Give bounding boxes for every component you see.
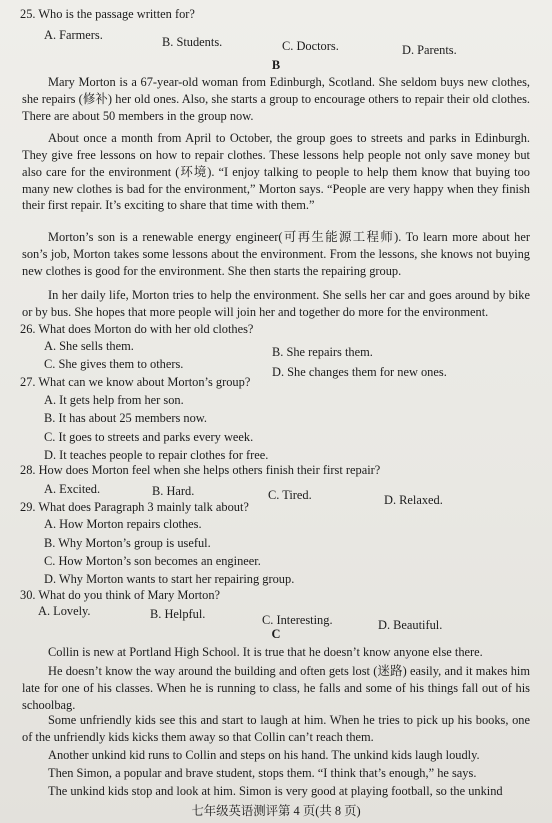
paragraph-text: Mary Morton is a 67-year-old woman from Edinburgh, Scotland. She seldom buys new clothes, she repairs (修补) her old ones. Also, she starts a group to encourage others to repair their old clothes. There are about 50 members in the group now. <box>22 75 530 123</box>
q30-option-c: C. Interesting. <box>262 613 333 627</box>
q28-option-c: C. Tired. <box>268 488 312 502</box>
q26-option-c: C. She gives them to others. <box>44 357 184 371</box>
paragraph-text: About once a month from April to October, the group goes to streets and parks in Edinburgh. They give free lessons on how to repair clothes. These lessons help people not only save money but also care for the environment (环境). “I enjoy talking to people to help them know that buying too many new clothes is bad for the environment,” Morton says. “People are very happy when they finish their first repair. It’s exciting to share that time with them.” <box>22 131 530 213</box>
q25-option-c: C. Doctors. <box>282 39 339 53</box>
paragraph-text: Morton’s son is a renewable energy engineer(可再生能源工程师). To learn more about her son’s job, Morton takes some lessons about the environment. From the lessons, she knows not buying new clothes is good for the environment. She then starts the repairing group. <box>22 230 530 278</box>
paragraph-text: Then Simon, a popular and brave student, stops them. “I think that’s enough,” he says. <box>48 766 477 780</box>
question-26-stem: 26. What does Morton do with her old clothes? <box>20 322 254 336</box>
q29-option-c: C. How Morton’s son becomes an engineer. <box>44 554 261 568</box>
question-28-stem: 28. How does Morton feel when she helps others finish their first repair? <box>20 463 381 477</box>
section-c-heading: C <box>271 627 281 641</box>
question-25-stem: 25. Who is the passage written for? <box>20 7 195 21</box>
q28-option-d: D. Relaxed. <box>384 493 443 507</box>
q29-option-a: A. How Morton repairs clothes. <box>44 517 202 531</box>
section-c-paragraph-4 <box>22 747 530 764</box>
q27-option-d: D. It teaches people to repair clothes for free. <box>44 448 269 462</box>
q26-option-b: B. She repairs them. <box>272 345 373 359</box>
section-c-paragraph-3 <box>22 712 530 746</box>
q26-option-a: A. She sells them. <box>44 339 134 353</box>
q27-option-c: C. It goes to streets and parks every week. <box>44 430 254 444</box>
page-footer: 七年级英语测评第 4 页(共 8 页) <box>191 804 361 818</box>
q27-option-b: B. It has about 25 members now. <box>44 411 208 425</box>
section-c-paragraph-6 <box>22 783 530 800</box>
q25-option-a: A. Farmers. <box>44 28 103 42</box>
q30-option-a: A. Lovely. <box>38 604 91 618</box>
section-c-paragraph-2 <box>22 663 530 714</box>
section-c-paragraph-5 <box>22 765 530 782</box>
section-b-heading: B <box>271 58 281 72</box>
q28-option-b: B. Hard. <box>152 484 195 498</box>
q27-option-a: A. It gets help from her son. <box>44 393 184 407</box>
q25-option-b: B. Students. <box>162 35 223 49</box>
section-b-paragraph-3 <box>22 229 530 280</box>
q30-option-d: D. Beautiful. <box>378 618 443 632</box>
paragraph-text: He doesn’t know the way around the building and often gets lost (迷路) easily, and it makes him late for one of his classes. When he is running to class, he falls and some of his things fall out of his schoolbag. <box>22 664 530 712</box>
paragraph-text: The unkind kids stop and look at him. Simon is very good at playing football, so the unkind <box>48 784 503 798</box>
q28-option-a: A. Excited. <box>44 482 101 496</box>
paragraph-text: Collin is new at Portland High School. It is true that he doesn’t know anyone else there. <box>48 645 483 659</box>
q30-option-b: B. Helpful. <box>150 607 206 621</box>
q29-option-d: D. Why Morton wants to start her repairing group. <box>44 572 295 586</box>
section-c-paragraph-1 <box>22 644 530 661</box>
section-b-paragraph-4 <box>22 287 530 321</box>
paragraph-text: Another unkind kid runs to Collin and steps on his hand. The unkind kids laugh loudly. <box>48 748 480 762</box>
question-30-stem: 30. What do you think of Mary Morton? <box>20 588 221 602</box>
paragraph-text: In her daily life, Morton tries to help the environment. She sells her car and goes around by bike or by bus. She hopes that more people will join her and together do more for the environment. <box>22 288 530 319</box>
section-b-paragraph-1 <box>22 74 530 125</box>
q25-option-d: D. Parents. <box>402 43 457 57</box>
q26-option-d: D. She changes them for new ones. <box>272 365 447 379</box>
question-29-stem: 29. What does Paragraph 3 mainly talk about? <box>20 500 249 514</box>
q29-option-b: B. Why Morton’s group is useful. <box>44 536 211 550</box>
question-27-stem: 27. What can we know about Morton’s group? <box>20 375 251 389</box>
section-b-paragraph-2 <box>22 130 530 214</box>
paragraph-text: Some unfriendly kids see this and start to laugh at him. When he tries to pick up his books, one of the unfriendly kids kicks them away so that Collin can’t reach them. <box>22 713 530 744</box>
